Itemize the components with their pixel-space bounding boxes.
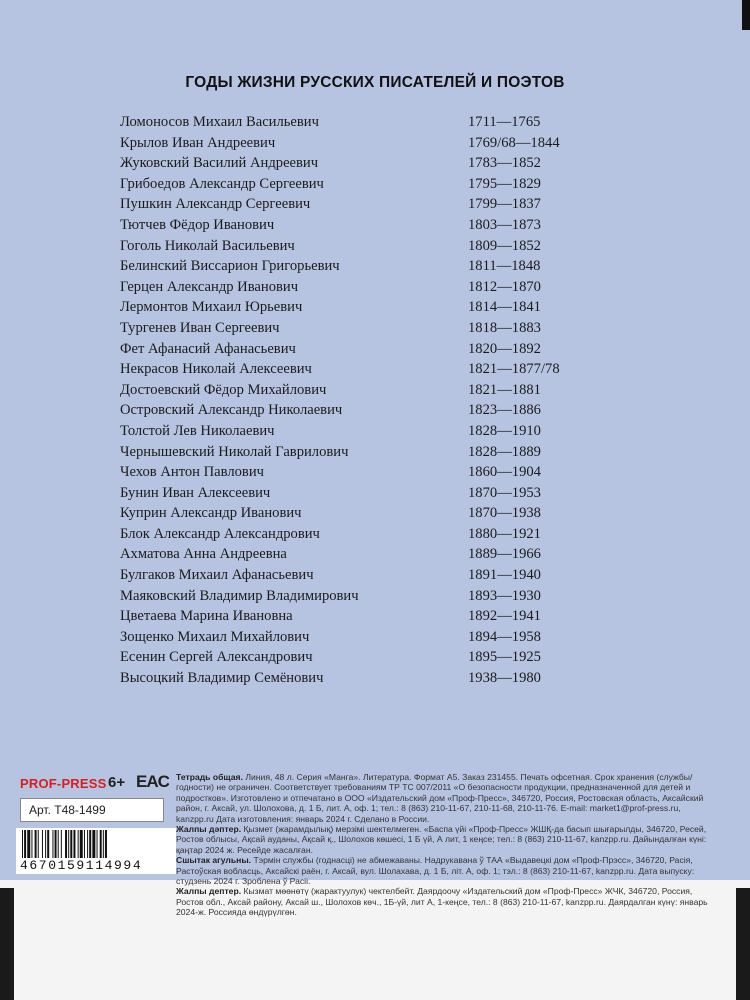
writer-years: 1895—1925 [468,649,541,666]
brand-box [14,772,169,873]
writer-name: Бунин Иван Алексеевич [120,484,271,501]
writer-name: Крылов Иван Андреевич [120,134,276,151]
writer-row [0,236,750,257]
writer-name: Булгаков Михаил Афанасьевич [120,567,314,584]
writer-list [0,112,750,689]
writer-name: Блок Александр Александрович [120,525,320,542]
writer-name: Куприн Александр Иванович [120,505,302,522]
writer-row [0,442,750,463]
writer-name: Белинский Виссарион Григорьевич [120,258,340,275]
writer-years: 1803—1873 [468,216,541,233]
writer-years: 1814—1841 [468,299,541,316]
writer-years: 1892—1941 [468,608,541,625]
info-ru [176,772,716,824]
product-info [176,772,716,918]
writer-row [0,297,750,318]
writer-row [0,586,750,607]
writer-name: Фет Афанасий Афанасьевич [120,340,296,357]
writer-name: Ахматова Анна Андреевна [120,546,287,563]
footer [0,768,750,918]
writer-row [0,606,750,627]
writer-years: 1880—1921 [468,525,541,542]
barcode-bars [20,830,172,858]
writer-row [0,256,750,277]
info-ru-label: Тетрадь общая. [176,772,243,782]
writer-name: Тютчев Фёдор Иванович [120,216,275,233]
writer-name: Гоголь Николай Васильевич [120,237,295,254]
writer-years: 1889—1966 [468,546,541,563]
writer-years: 1828—1889 [468,443,541,460]
writer-row [0,544,750,565]
writer-name: Грибоедов Александр Сергеевич [120,175,324,192]
writer-years: 1783—1852 [468,155,541,172]
writer-row [0,277,750,298]
writer-row [0,380,750,401]
writer-row [0,318,750,339]
info-kg [176,886,716,917]
page-title: ГОДЫ ЖИЗНИ РУССКИХ ПИСАТЕЛЕЙ И ПОЭТОВ [185,74,565,91]
writer-years: 1828—1910 [468,422,541,439]
writer-years: 1769/68—1844 [468,134,560,151]
writer-years: 1820—1892 [468,340,541,357]
writer-row [0,215,750,236]
writer-name: Толстой Лев Николаевич [120,422,275,439]
writer-name: Жуковский Василий Андреевич [120,155,319,172]
writer-name: Чехов Антон Павлович [120,464,264,481]
info-kz-label: Жалпы дәптер. [176,824,242,835]
writer-years: 1891—1940 [468,567,541,584]
writer-years: 1812—1870 [468,278,541,295]
writer-years: 1818—1883 [468,319,541,336]
writer-years: 1894—1958 [468,628,541,645]
writer-row [0,462,750,483]
writer-name: Островский Александр Николаевич [120,402,343,419]
writer-name: Есенин Сергей Александрович [120,649,313,666]
info-kg-text: Кызмат мөөнөтү (жарактуулук) чектелбейт. Даярдоочу «Издательский дом «Проф-Пресс» ЖЧК, 346720, Россия, Ростов обл., Аксай району, Аксай ш., Шолохов көч., 1Б-үй, лит А, 1-кеңсе, тел.: 8 (863) 210-11-67, kanzpp.ru. Даярдалган күнү: январь 2024-ж. Россияда өндүрүлгөн. [176,886,708,918]
writer-name: Некрасов Николай Алексеевич [120,361,312,378]
writer-row [0,421,750,442]
eac-mark: EAC [136,772,169,791]
writer-name: Маяковский Владимир Владимирович [120,587,359,604]
writer-row [0,524,750,545]
writer-name: Высоцкий Владимир Семёнович [120,670,324,687]
writer-name: Герцен Александр Иванович [120,278,299,295]
writer-years: 1860—1904 [468,464,541,481]
age-rating: 6+ [108,774,126,791]
writer-row [0,668,750,689]
writer-row [0,400,750,421]
info-by-label: Сшытак агульны. [176,855,252,866]
info-ru-text: Линия, 48 л. Серия «Манга». Литература. Формат А5. Заказ 231455. Печать офсетная. Срок хранения (службы/годности) не ограничен. Соответствует требованиям ТР ТС 007/2011 «О безопасности продукции, предназначенной для детей и подростков». Изготовлено и отпечатано в ООО «Издательский дом «Проф-Пресс», 346720, Россия, Ростовская область, Аксайский район, г. Аксай, ул. Шолохова, д. 1 Б, лит. А, оф. 1; тел.: 8 (863) 210-11-67, 210-11-68, 210-11-76. E-mail: market1@prof-press.ru, kanzpp.ru Дата изготовления: январь 2024 г. Сделано в России. [176,772,704,824]
writer-name: Зощенко Михаил Михайлович [120,628,310,645]
writer-row [0,483,750,504]
writer-name: Лермонтов Михаил Юрьевич [120,299,303,316]
edge-shadow-left [0,888,14,1000]
writer-years: 1799—1837 [468,196,541,213]
writer-row [0,174,750,195]
writer-name: Ломоносов Михаил Васильевич [120,114,319,130]
info-kg-label: Жалпы дептер. [176,886,242,897]
barcode [16,828,176,874]
info-kz [176,824,716,855]
writer-row [0,565,750,586]
writer-years: 1893—1930 [468,587,541,604]
writer-row [0,112,750,133]
article-number: Арт. Т48-1499 [20,798,164,822]
writer-years: 1821—1881 [468,381,541,398]
writer-name: Тургенев Иван Сергеевич [120,319,280,336]
info-kz-text: Қызмет (жарамдылық) мерзімі шектелмеген. «Баспа үйі «Проф-Пресс» ЖШҚ-да басып шығарылды, 346720, Ресей, Ростов облысы, Ақсай ауданы, Ақсай қ., Шолохов көшесі, 1 Б үй, А лит, 1 кеңсе; тел.: 8 (863) 210-11-67, kanzpp.ru. Дайындалған күні: қаңтар 2024 ж. Ресейде жасалған. [176,824,707,855]
writer-name: Цветаева Марина Ивановна [120,608,293,625]
writer-name: Пушкин Александр Сергеевич [120,196,311,213]
writer-row [0,153,750,174]
writer-name: Чернышевский Николай Гаврилович [120,443,349,460]
info-by [176,855,716,886]
corner-shadow [742,0,750,30]
writer-row [0,133,750,154]
writer-years: 1711—1765 [468,114,541,130]
writer-years: 1811—1848 [468,258,541,275]
writer-row [0,627,750,648]
writer-row [0,359,750,380]
info-by-text: Тэрмін службы (годнасці) не абмежаваны. Надрукавана ў ТАА «Выдавецкі дом «Проф-Прэсс», 346720, Расія, Растоўская вобласць, Аксайскі раён, г. Аксай, вул. Шолахава, д. 1 Б, літ. А, оф. 1; тэл.: 8 (863) 210-11-67, kanzpp.ru. Дата выпуску: студзень 2024 г. Зроблена ў Расіі. [176,855,695,887]
writer-years: 1821—1877/78 [468,361,560,378]
writer-row [0,339,750,360]
brand-logo: PROF-PRESS [20,776,107,791]
edge-shadow-right [736,888,750,1000]
writer-years: 1870—1938 [468,505,541,522]
barcode-number: 4670159114994 [20,858,172,873]
writer-row [0,194,750,215]
writer-row [0,503,750,524]
writer-years: 1809—1852 [468,237,541,254]
writer-years: 1823—1886 [468,402,541,419]
writer-years: 1938—1980 [468,670,541,687]
writer-years: 1870—1953 [468,484,541,501]
writer-name: Достоевский Фёдор Михайлович [120,381,327,398]
writer-years: 1795—1829 [468,175,541,192]
writer-row [0,647,750,668]
